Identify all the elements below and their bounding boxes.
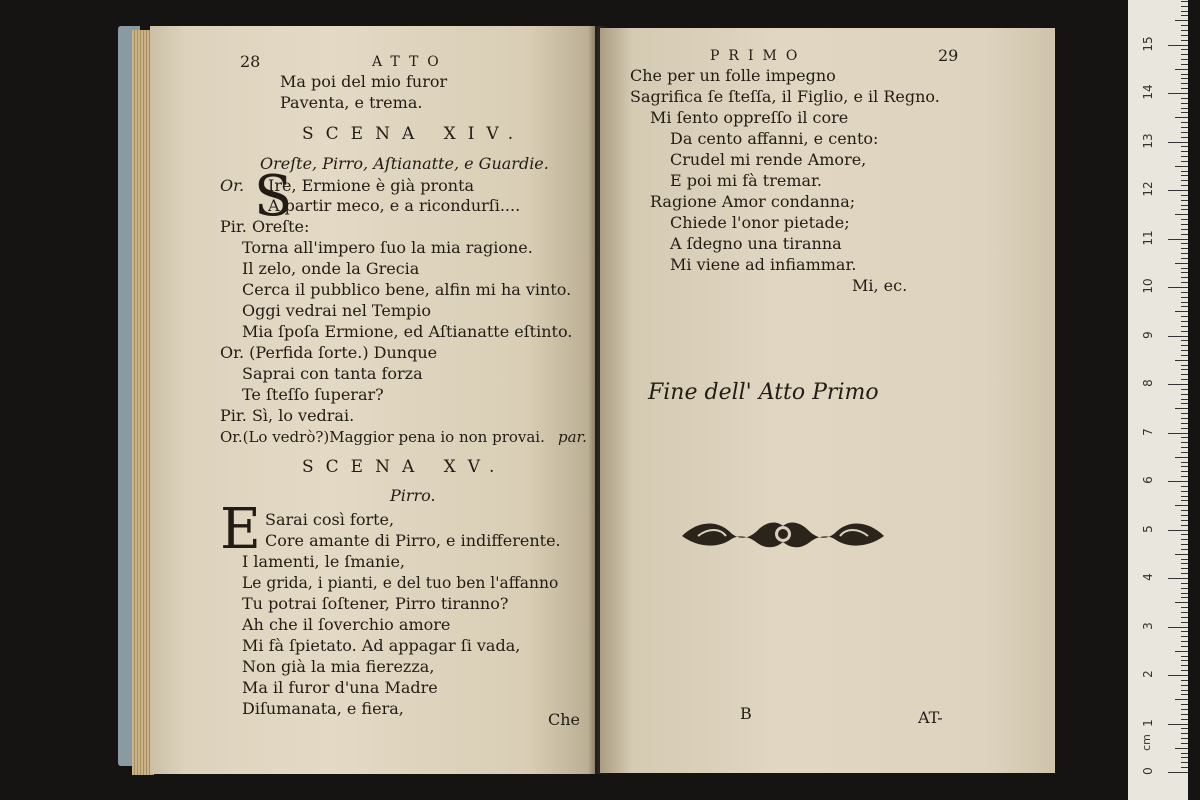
ruler-tick [1181,74,1188,75]
ruler-tick [1181,137,1188,138]
page-number-right: 29 [938,46,959,65]
ruler-tick [1181,670,1188,671]
ruler-tick [1181,500,1188,501]
ruler-tick [1181,219,1188,220]
page-number-left: 28 [240,52,261,71]
ruler-tick [1181,40,1188,41]
ruler-tick [1181,418,1188,419]
ruler-tick [1181,234,1188,235]
ruler-tick [1168,675,1188,676]
ruler-tick [1181,437,1188,438]
ruler-tick [1181,258,1188,259]
ruler-tick [1175,69,1188,70]
ruler-tick [1181,622,1188,623]
ruler-tick [1181,127,1188,128]
ruler-tick [1181,568,1188,569]
running-head-right: PRIMO [710,48,807,64]
ruler-tick [1181,486,1188,487]
ruler-tick [1168,336,1188,337]
ruler-tick [1181,268,1188,269]
ruler-tick [1181,660,1188,661]
ruler-tick [1181,709,1188,710]
text-line: Mia ſpoſa Ermione, ed Aſtianatte eſtinto. [242,322,573,341]
ruler-tick [1181,491,1188,492]
ruler-tick [1181,30,1188,31]
text-line: Pir. Sì, lo vedrai. [220,406,355,425]
text-line: Ire, Ermione è già pronta [268,176,475,195]
ruler-tick [1181,6,1188,7]
ruler-tick [1181,350,1188,351]
ruler-tick [1181,277,1188,278]
ruler-tick [1181,302,1188,303]
ruler-tick [1181,607,1188,608]
ruler-tick [1181,636,1188,637]
ruler-tick [1168,384,1188,385]
ruler-tick [1181,64,1188,65]
ruler-tick [1181,11,1188,12]
ruler-tick [1181,544,1188,545]
ruler-tick [1181,355,1188,356]
ruler-tick [1181,1,1188,2]
ruler-number: 11 [1141,229,1155,246]
catchword-left: Che [548,710,581,729]
ruler-number: 9 [1141,330,1155,339]
scene-heading: SCENA XIV. [302,124,526,144]
ruler-number: 10 [1141,278,1155,294]
ruler-tick [1181,757,1188,758]
ruler-tick [1175,699,1188,700]
ruler-number: 7 [1141,427,1155,436]
ruler-tick [1181,597,1188,598]
ruler-tick [1181,680,1188,681]
ruler-tick [1181,292,1188,293]
ruler-tick [1181,195,1188,196]
ruler-tick [1181,112,1188,113]
ruler-tick [1175,20,1188,21]
ruler-tick [1181,704,1188,705]
ruler-tick [1181,646,1188,647]
ruler-tick [1181,180,1188,181]
ruler-tick [1181,306,1188,307]
ruler-tick [1175,651,1188,652]
ruler-tick [1181,103,1188,104]
ruler-tick [1181,229,1188,230]
ruler-tick [1181,573,1188,574]
text-line: A partir meco, e a ricondurſi.... [268,196,521,215]
ruler-tick [1168,627,1188,628]
ruler-tick [1181,525,1188,526]
ornament-icon [678,514,888,554]
ruler-tick [1181,714,1188,715]
ruler-tick [1181,690,1188,691]
text-line: Mi viene ad infiammar. [670,255,857,274]
ruler-tick [1181,25,1188,26]
ruler-tick [1181,559,1188,560]
ruler-tick [1181,403,1188,404]
fine-dell-atto: Fine dell' Atto Primo [648,380,879,405]
catchword-right: AT- [918,708,943,727]
ruler-number: 5 [1141,524,1155,533]
ruler-tick [1181,588,1188,589]
ruler-tick [1181,243,1188,244]
text-line: Core amante di Pirro, e indifferente. [265,531,561,550]
ruler-tick [1181,59,1188,60]
ruler-tick [1181,156,1188,157]
scene-heading: SCENA XV. [302,457,507,477]
text-line: Pir. Oreſte: [220,217,310,236]
ruler-tick [1181,108,1188,109]
ruler-tick [1181,583,1188,584]
ruler-tick [1181,738,1188,739]
ruler-tick [1181,146,1188,147]
ruler-tick [1181,563,1188,564]
ruler-tick [1168,481,1188,482]
stage-direction: par. [558,428,587,446]
text-line: E poi mi fà tremar. [670,171,822,190]
ruler-tick [1181,379,1188,380]
text-line: Mi, ec. [852,276,908,295]
speaker-label: Or. [220,176,245,195]
ruler-tick [1168,190,1188,191]
ruler-tick [1181,35,1188,36]
ruler-tick [1168,578,1188,579]
ruler-tick [1181,767,1188,768]
ruler-number: 2 [1141,670,1155,678]
ruler-tick [1181,161,1188,162]
ruler-tick [1181,175,1188,176]
ruler-tick [1181,656,1188,657]
ruler-tick [1181,272,1188,273]
text-line: Le grida, i pianti, e del tuo ben l'affanno [242,574,559,592]
ruler-tick [1181,762,1188,763]
ruler-number: 3 [1141,621,1155,630]
drop-cap: S [254,164,293,229]
ruler-tick [1181,520,1188,521]
signature-mark: B [740,704,752,723]
ruler-tick [1181,428,1188,429]
ruler-tick [1181,282,1188,283]
ruler-tick [1181,466,1188,467]
speaker-heading: Pirro. [390,486,436,505]
text-line: I lamenti, le ſmanie, [242,552,406,571]
ruler-number: 4 [1141,573,1155,581]
ruler-tick [1181,462,1188,463]
ruler-tick [1181,98,1188,99]
ruler-tick [1168,772,1188,773]
ruler-tick [1181,665,1188,666]
ruler-number: 1 [1141,718,1155,727]
ruler-tick [1168,142,1188,143]
left-page [150,26,595,774]
ruler-tick [1181,321,1188,322]
ruler-tick [1181,369,1188,370]
ruler-tick [1181,253,1188,254]
ruler-tick [1181,171,1188,172]
ruler-tick [1181,515,1188,516]
ruler-tick [1181,224,1188,225]
ruler-number: 13 [1141,132,1155,149]
ruler-tick [1181,185,1188,186]
ruler-tick [1168,287,1188,288]
ruler-tick [1181,442,1188,443]
text-line: Diſumanata, e fiera, [242,699,404,718]
ruler-tick [1181,631,1188,632]
ruler-tick [1168,530,1188,531]
ruler-tick [1181,447,1188,448]
ruler-tick [1181,365,1188,366]
ruler-tick [1181,340,1188,341]
ruler-tick [1181,593,1188,594]
ruler-tick [1181,297,1188,298]
ruler-tick [1181,471,1188,472]
ruler-tick [1175,554,1188,555]
ruler-number: 6 [1141,476,1155,484]
ruler-tick [1181,205,1188,206]
ruler-tick [1181,326,1188,327]
ruler-tick [1181,389,1188,390]
ruler-tick [1181,316,1188,317]
ruler-tick [1181,151,1188,152]
ruler-number: 8 [1141,379,1155,387]
ruler-tick [1181,753,1188,754]
text-line: Il zelo, onde la Grecia [242,259,420,278]
ruler-tick [1181,694,1188,695]
text-line: Saprai con tanta forza [242,364,423,383]
text-line: Paventa, e trema. [280,93,423,112]
ruler-tick [1181,476,1188,477]
ruler-tick [1168,45,1188,46]
ruler-tick [1181,534,1188,535]
ruler-tick [1175,602,1188,603]
ruler-tick [1181,612,1188,613]
ruler-tick [1175,263,1188,264]
ruler-tick [1181,132,1188,133]
ruler-tick [1175,166,1188,167]
ruler-tick [1181,374,1188,375]
ruler-number: 12 [1141,181,1155,197]
right-page [600,28,1055,773]
text-line: Chiede l'onor pietade; [670,213,850,232]
text-line: Mi fà ſpietato. Ad appagar ſi vada, [242,636,521,655]
ruler-tick [1181,719,1188,720]
text-line: Cerca il pubblico bene, alfin mi ha vinto. [242,280,572,299]
ruler-tick [1181,200,1188,201]
text-line: Oggi vedrai nel Tempio [242,301,431,320]
character-list: Oreſte, Pirro, Aſtianatte, e Guardie. [260,154,549,173]
ruler-tick [1181,394,1188,395]
measuring-ruler [1128,0,1188,800]
ruler-tick [1181,345,1188,346]
text-line: Crudel mi rende Amore, [670,150,867,169]
ruler-number: 0 [1141,767,1155,775]
ruler-tick [1181,423,1188,424]
ruler-tick [1181,452,1188,453]
ruler-tick [1181,248,1188,249]
ruler-tick [1181,617,1188,618]
text-line: Ragione Amor condanna; [650,192,856,211]
text-line: Sarai così forte, [265,510,395,529]
text-line: Non già la mia fierezza, [242,657,435,676]
ruler-number: 14 [1141,84,1155,100]
ruler-tick [1175,117,1188,118]
ruler-tick [1181,413,1188,414]
ruler-tick [1168,724,1188,725]
ruler-tick [1175,408,1188,409]
ruler-number: 15 [1141,35,1155,52]
text-line: Or. (Perfida ſorte.) Dunque [220,343,438,362]
ruler-tick [1181,331,1188,332]
text-line: Sagrifica ſe ſteſſa, il Figlio, e il Regno. [630,87,940,106]
text-line: Mi ſento oppreſſo il core [650,108,849,127]
ruler-tick [1181,49,1188,50]
ruler-tick [1181,399,1188,400]
ruler-tick [1181,78,1188,79]
ruler-tick [1181,209,1188,210]
text-line: Or.(Lo vedrò?)Maggior pena io non provai. [220,428,545,446]
ruler-tick [1181,539,1188,540]
ruler-tick [1181,728,1188,729]
ruler-tick [1181,54,1188,55]
ruler-tick [1181,496,1188,497]
text-line: Tu potrai ſoſtener, Pirro tiranno? [242,594,509,613]
ruler-tick [1181,88,1188,89]
ruler-tick [1175,748,1188,749]
ruler-tick [1168,433,1188,434]
text-line: A ſdegno una tiranna [670,234,842,253]
text-line: Da cento affanni, e cento: [670,129,879,148]
text-line: Ah che il ſoverchio amore [242,615,451,634]
ruler-tick [1181,549,1188,550]
text-line: Che per un folle impegno [630,66,836,85]
ruler-tick [1175,214,1188,215]
running-head-left: ATTO [372,54,448,70]
text-line: Torna all'impero ſuo la mia ragione. [242,238,533,257]
drop-cap: E [220,497,261,562]
text-line: Ma il furor d'una Madre [242,678,438,697]
ruler-tick [1175,457,1188,458]
ruler-tick [1175,505,1188,506]
text-line: Te ſteſſo ſuperar? [242,385,384,404]
ruler-tick [1168,239,1188,240]
ruler-tick [1175,311,1188,312]
ruler-tick [1181,641,1188,642]
ruler-tick [1181,743,1188,744]
ruler-tick [1181,122,1188,123]
ruler-tick [1168,93,1188,94]
ruler-tick [1181,510,1188,511]
ruler-tick [1181,15,1188,16]
ruler-tick [1181,685,1188,686]
text-line: Ma poi del mio furor [280,72,448,91]
ruler-tick [1181,733,1188,734]
ruler-tick [1175,360,1188,361]
ruler-unit: cm [1139,734,1153,751]
ruler-tick [1181,83,1188,84]
